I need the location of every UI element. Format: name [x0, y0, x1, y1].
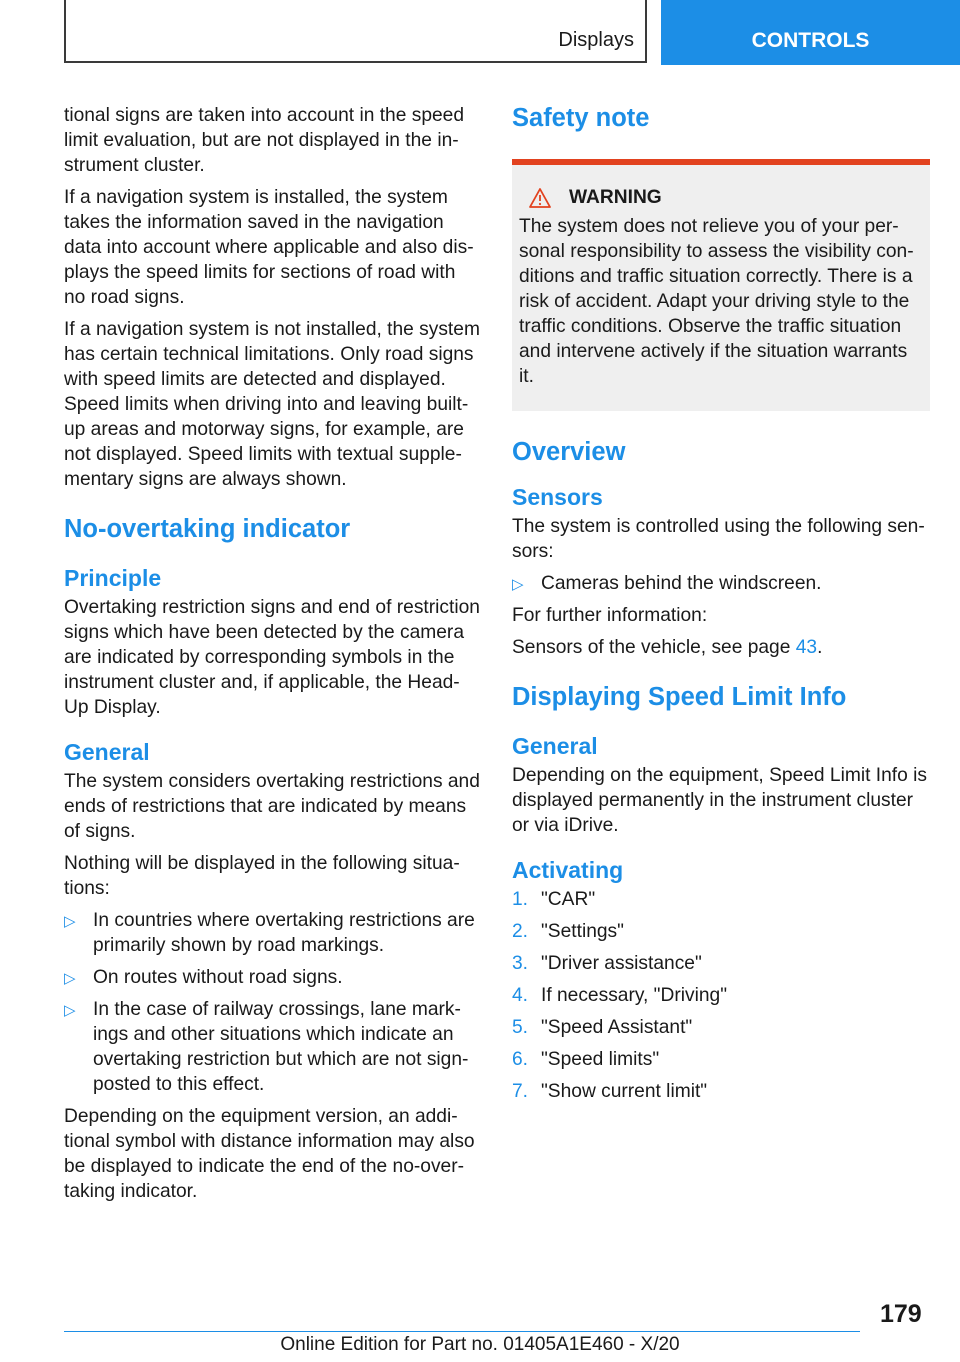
activation-steps — [512, 887, 930, 1104]
paragraph: The system considers overtaking restrictions and ends of restrictions that are indicated by means of signs. — [64, 771, 480, 842]
reference-text: Sensors of the vehicle, see page — [512, 637, 796, 658]
warning-text: The system does not relieve you of your personal responsibility to assess the visibility conditions and traffic situation correctly. There is a risk of accident. Adapt your driving style to the traffic conditions. Observe the traffic situation and intervene actively if the situation warrants it. — [519, 216, 914, 387]
paragraph: The system is controlled using the following sensors: — [512, 516, 925, 562]
list-item-text: In countries where overtaking restrictions are primarily shown by road markings. — [93, 910, 475, 956]
page-reference — [512, 635, 930, 660]
list-item — [512, 571, 930, 596]
footer-divider — [64, 1331, 860, 1332]
heading-general: General — [512, 733, 598, 759]
bullet-triangle-icon: ▷ — [64, 1002, 76, 1019]
list-item-text: Cameras behind the windscreen. — [541, 573, 822, 594]
step-number: 2. — [512, 921, 529, 942]
step-text: "Driver assistance" — [541, 953, 702, 974]
step-item — [512, 983, 930, 1008]
bullet-triangle-icon: ▷ — [64, 970, 76, 987]
paragraph: Depending on the equipment version, an additional symbol with distance information may also be displayed to indicate the end of the no-overtaking indicator. — [64, 1106, 475, 1202]
sensor-list — [512, 571, 930, 596]
warning-triangle-icon — [529, 188, 551, 208]
step-item — [512, 887, 930, 912]
warning-box — [512, 159, 930, 411]
list-item — [64, 965, 482, 990]
step-text: "Settings" — [541, 921, 624, 942]
bullet-triangle-icon: ▷ — [512, 576, 524, 593]
step-number: 3. — [512, 953, 529, 974]
step-text: "CAR" — [541, 889, 596, 910]
heading-principle: Principle — [64, 565, 162, 591]
paragraph: For further information: — [512, 605, 708, 626]
heading-sensors: Sensors — [512, 484, 603, 510]
step-text: If necessary, "Driving" — [541, 985, 728, 1006]
heading-overview: Overview — [512, 438, 626, 466]
step-item — [512, 951, 930, 976]
step-text: "Show current limit" — [541, 1081, 708, 1102]
page-number: 179 — [880, 1300, 922, 1328]
list-item-text: On routes without road signs. — [93, 967, 343, 988]
list-item — [64, 997, 482, 1097]
step-number: 1. — [512, 889, 529, 910]
situation-list — [64, 908, 482, 1097]
section-title: Displays — [558, 29, 634, 51]
step-item — [512, 919, 930, 944]
step-text: "Speed limits" — [541, 1049, 660, 1070]
heading-no-overtaking: No-overtaking indicator — [64, 515, 351, 543]
heading-displaying-speed-limit: Displaying Speed Limit Info — [512, 683, 847, 711]
warning-label: WARNING — [569, 187, 662, 208]
paragraph: Depending on the equipment, Speed Limit Info is displayed permanently in the instrument cluster or via iDrive. — [512, 765, 927, 836]
step-number: 6. — [512, 1049, 529, 1070]
step-item — [512, 1079, 930, 1104]
paragraph: If a navigation system is not installed, the system has certain technical limitations. Only road signs with speed limits are detected and displayed. Speed limits when driving into and leaving built-up areas and motorway signs, for example, are not displayed. Speed limits with textual supplementary signs are always shown. — [64, 319, 480, 490]
footer-edition: Online Edition for Part no. 01405A1E460 - X/20 — [280, 1334, 680, 1355]
bullet-triangle-icon: ▷ — [64, 913, 76, 930]
reference-suffix: . — [817, 637, 823, 658]
controls-tab[interactable] — [661, 0, 960, 65]
step-item — [512, 1047, 930, 1072]
step-number: 7. — [512, 1081, 529, 1102]
paragraph: tional signs are taken into account in the speed limit evaluation, but are not displayed in the instrument cluster. — [64, 105, 465, 176]
left-column — [64, 103, 482, 1211]
right-column — [512, 103, 930, 1111]
heading-safety-note: Safety note — [512, 104, 650, 132]
controls-tab-label: CONTROLS — [751, 29, 870, 52]
paragraph: Nothing will be displayed in the following situations: — [64, 853, 460, 899]
paragraph: Overtaking restriction signs and end of restriction signs which have been detected by the camera are indicated by corresponding symbols in the instrument cluster and, if applicable, the Head-Up Display. — [64, 597, 480, 718]
step-item — [512, 1015, 930, 1040]
list-item-text: In the case of railway crossings, lane markings and other situations which indicate an overtaking restriction but which are not signposted to this effect. — [93, 999, 469, 1095]
paragraph: If a navigation system is installed, the system takes the information saved in the navigation data into account where applicable and also displays the speed limits for sections of road with no road signs. — [64, 187, 474, 308]
step-number: 4. — [512, 985, 529, 1006]
page-link[interactable]: 43 — [795, 637, 818, 658]
heading-general: General — [64, 739, 150, 765]
step-text: "Speed Assistant" — [541, 1017, 693, 1038]
heading-activating: Activating — [512, 857, 624, 883]
step-number: 5. — [512, 1017, 529, 1038]
list-item — [64, 908, 482, 958]
